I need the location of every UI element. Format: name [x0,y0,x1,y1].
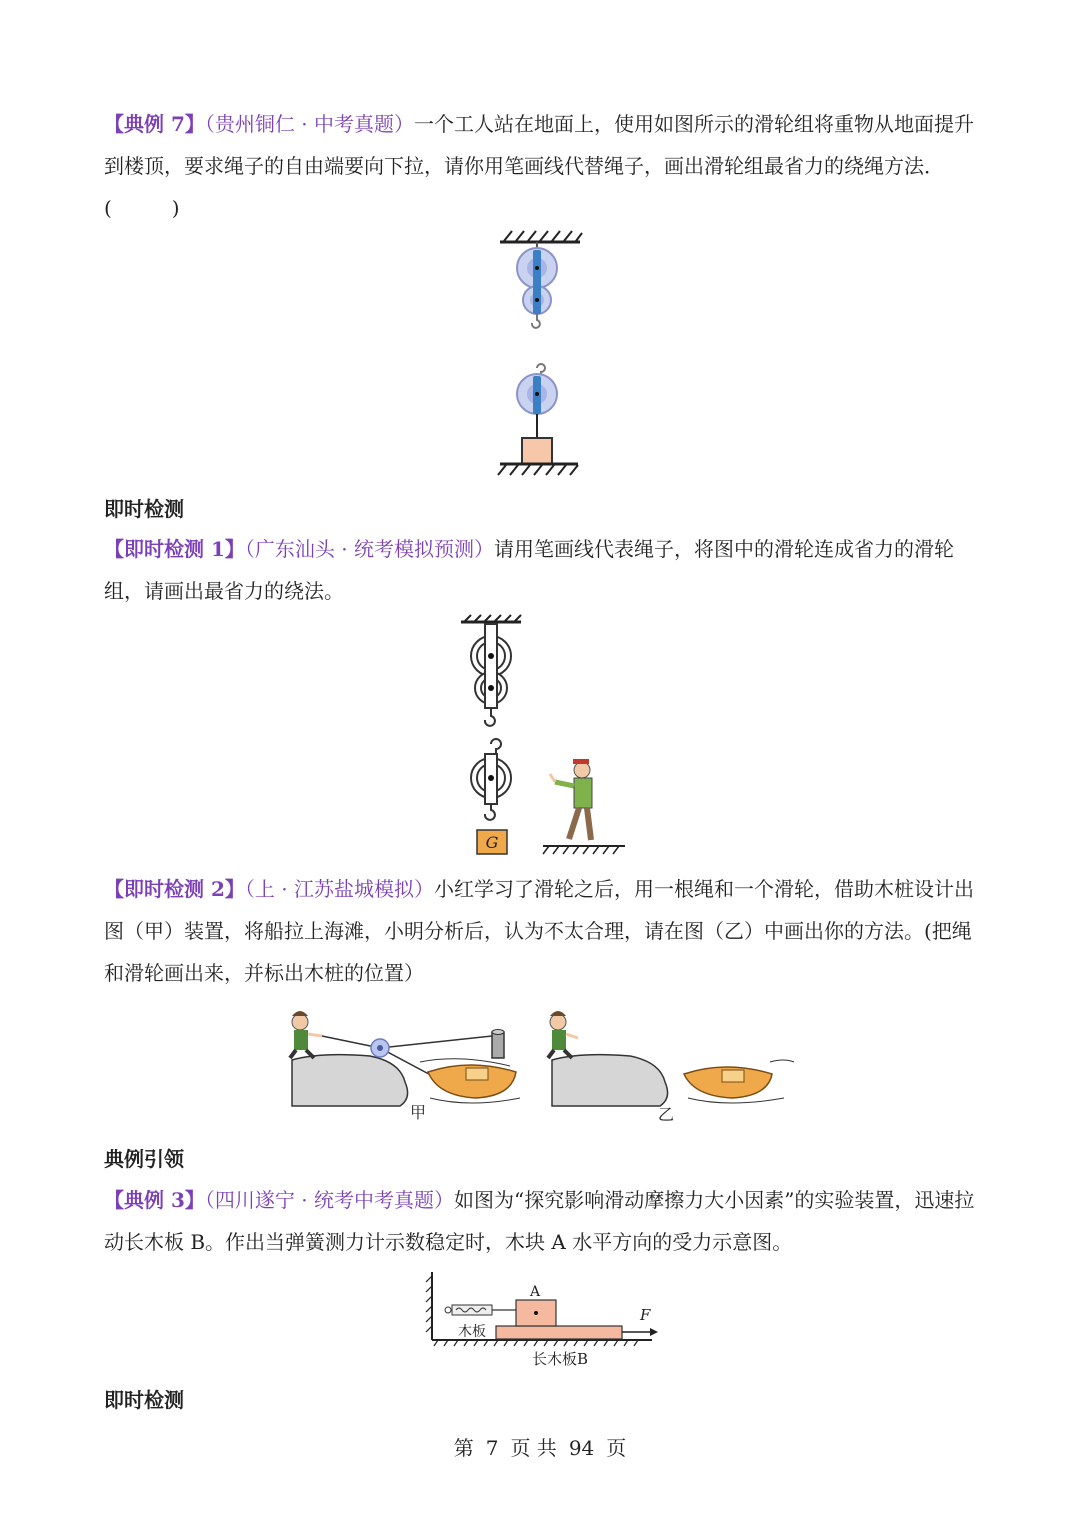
footer-mid: 页 共 [510,1436,557,1460]
force-label: F [640,1306,651,1324]
example3-source: （四川遂宁 · 统考中考真题） [204,1188,454,1212]
example3-text: 如图为“探究影响滑动摩擦力大小因素”的实验装置，迅速拉动长木板 B。作出当弹簧测力计示数稳定时，木块 A 水平方向的受力示意图。 [104,1188,975,1254]
footer-total-pages: 94 [568,1436,595,1460]
check1-source: （广东汕头 · 统考模拟预测） [244,537,494,561]
friction-experiment-figure [424,1270,664,1372]
pulley-system-figure-1 [490,228,590,483]
check1-text: 请用笔画线代表绳子，将图中的滑轮连成省力的滑轮组，请画出最省力的绕法。 [104,537,954,603]
example7-paragraph [104,103,980,229]
boat-pulling-figure [280,1002,810,1127]
check1-paragraph [104,528,980,612]
footer-suffix: 页 [606,1436,627,1460]
check1-tag: 【即时检测 1】 [104,537,245,561]
example3-tag: 【典例 3】 [104,1188,205,1212]
section-heading-check-2: 即时检测 [104,1388,184,1412]
check2-paragraph [104,868,980,994]
example7-tag: 【典例 7】 [104,112,205,136]
figure-label-b: 乙 [658,1105,675,1124]
block-label: A [530,1284,541,1300]
weight-label: G [485,833,499,852]
section-heading-example: 典例引领 [104,1147,184,1171]
small-board-label: 木板 [458,1324,486,1340]
footer-page-number: 7 [485,1436,499,1460]
figure-label-a: 甲 [410,1103,427,1122]
long-board-label: 长木板B [532,1350,589,1368]
page-footer [0,1432,1080,1461]
pulley-system-figure-2 [455,614,630,859]
example7-source: （贵州铜仁 · 中考真题） [204,112,414,136]
example7-text: 一个工人站在地面上，使用如图所示的滑轮组将重物从地面提升到楼顶，要求绳子的自由端要向下拉，请你用笔画线代替绳子，画出滑轮组最省力的绕绳方法．( ) [104,112,974,220]
footer-prefix: 第 [453,1436,474,1460]
check2-tag: 【即时检测 2】 [104,877,245,901]
example3-paragraph [104,1179,980,1263]
check2-source: （上 · 江苏盐城模拟） [244,877,434,901]
section-heading-check: 即时检测 [104,497,184,521]
check2-text: 小红学习了滑轮之后，用一根绳和一个滑轮，借助木桩设计出图（甲）装置，将船拉上海滩，小明分析后，认为不太合理，请在图（乙）中画出你的方法。(把绳和滑轮画出来，并标出木桩的位置） [104,877,974,985]
